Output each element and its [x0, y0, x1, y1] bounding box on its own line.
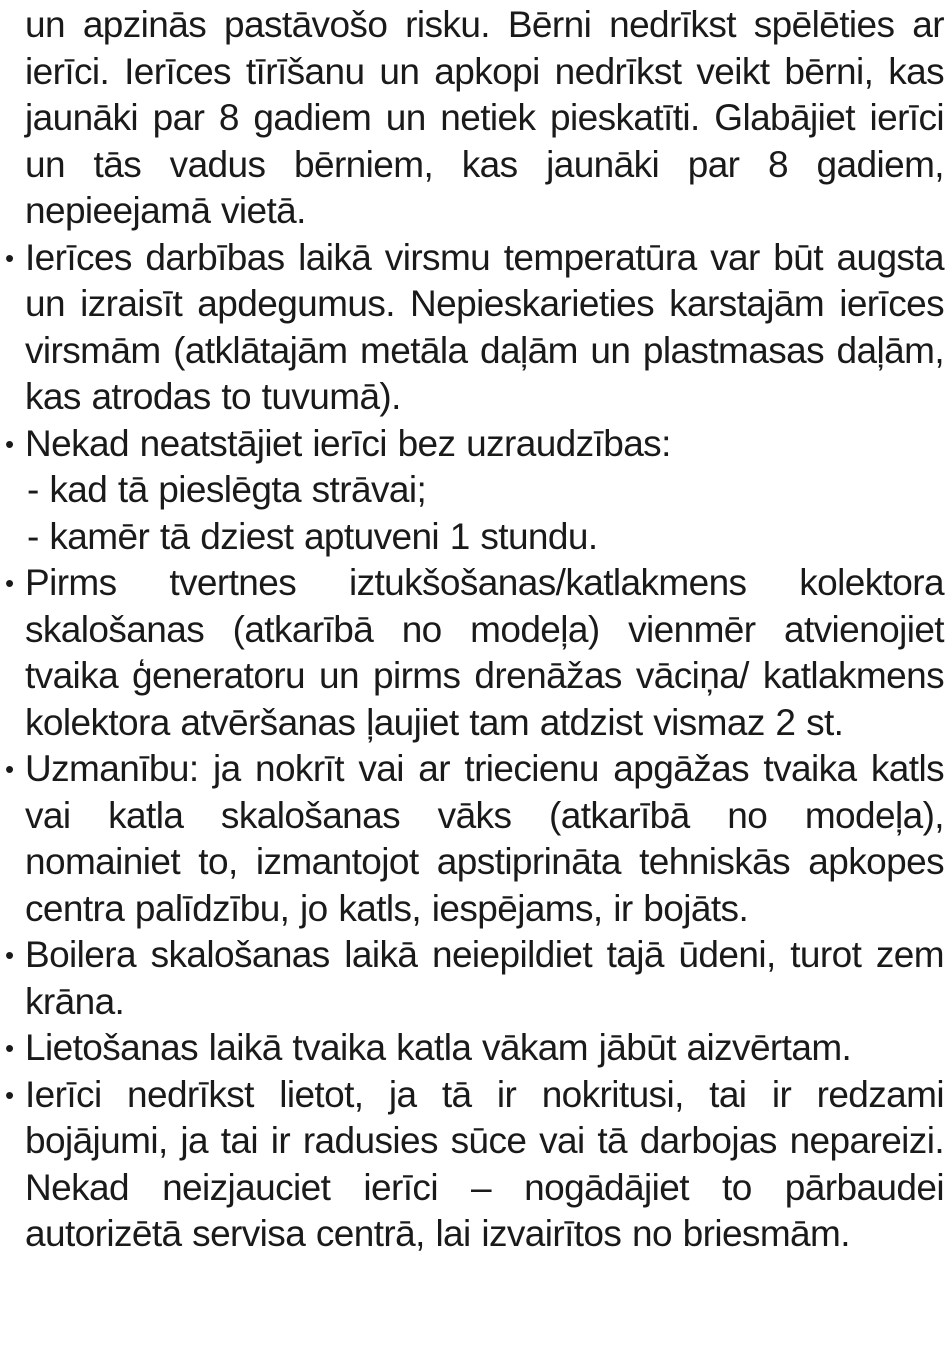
bullet-item-never-leave-unattended [5, 421, 944, 561]
bullet-item-unplug-before-emptying [5, 560, 944, 746]
bullet-item-boiler-rinsing [5, 932, 944, 1025]
bullet-text: Boilera skalošanas laikā neiepildiet tajā ūdeni, turot zem krāna. [25, 934, 944, 1022]
bullet-dot-icon: • [5, 1079, 14, 1110]
bullet-item-surface-temperature [5, 235, 944, 421]
intro-paragraph: un apzinās pastāvošo risku. Bērni nedrīkst spēlēties ar ierīci. Ierīces tīrīšanu un apkopi nedrīkst veikt bērni, kas jaunāki par 8 gadiem un netiek pieskatīti. Glabājiet ierīci un tās vadus bērniem, kas jaunāki par 8 gadiem, nepieejamā vietā. [25, 4, 944, 231]
bullet-item-cap-closed [5, 1025, 944, 1072]
bullet-text: Pirms tvertnes iztukšošanas/katlakmens kolektora skalošanas (atkarībā no modeļa) vienmēr atvienojiet tvaika ģeneratoru un pirms drenāžas vāciņa/ katlakmens kolektora atvēršanas ļaujiet tam atdzist vismaz 2 st. [25, 562, 944, 743]
bullet-text: Nekad neatstājiet ierīci bez uzraudzības: [25, 422, 671, 464]
sub-item-cooling-down: - kamēr tā dziest aptuveni 1 stundu. [27, 515, 598, 557]
bullet-item-do-not-use-if-damaged [5, 1072, 944, 1258]
bullet-text: Ierīces darbības laikā virsmu temperatūra var būt augsta un izraisīt apdegumus. Nepieskarieties karstajām ierīces virsmām (atklātajām metāla daļām un plastmasas daļām, kas atrodas to tuvumā). [25, 236, 944, 417]
bullet-dot-icon: • [5, 428, 14, 459]
safety-bullet-list [0, 235, 950, 1258]
bullet-dot-icon: • [5, 568, 14, 598]
sub-item-plugged-in: - kad tā pieslēgta strāvai; [27, 469, 427, 510]
bullet-dot-icon: • [5, 242, 14, 273]
bullet-text: Lietošanas laikā tvaika katla vākam jābūt aizvērtam. [25, 1027, 852, 1068]
bullet-text: Ierīci nedrīkst lietot, ja tā ir nokritusi, tai ir redzami bojājumi, ja tai ir radusies sūce vai tā darbojas nepareizi. Nekad neizjauciet ierīci – nogādājiet to pārbaudei autorizētā servisa centrā, lai izvairītos no briesmām. [25, 1073, 944, 1254]
bullet-item-dropped-boiler-warning [5, 746, 944, 932]
bullet-dot-icon: • [5, 754, 14, 784]
bullet-text: Uzmanību: ja nokrīt vai ar triecienu apgāžas tvaika katls vai katla skalošanas vāks (atkarībā no modeļa), nomainiet to, izmantojot apstiprināta tehniskās apkopes centra palīdzību, jo katls, iespējams, ir bojāts. [25, 748, 944, 929]
bullet-dot-icon: • [5, 940, 14, 970]
bullet-dot-icon: • [5, 1033, 14, 1063]
